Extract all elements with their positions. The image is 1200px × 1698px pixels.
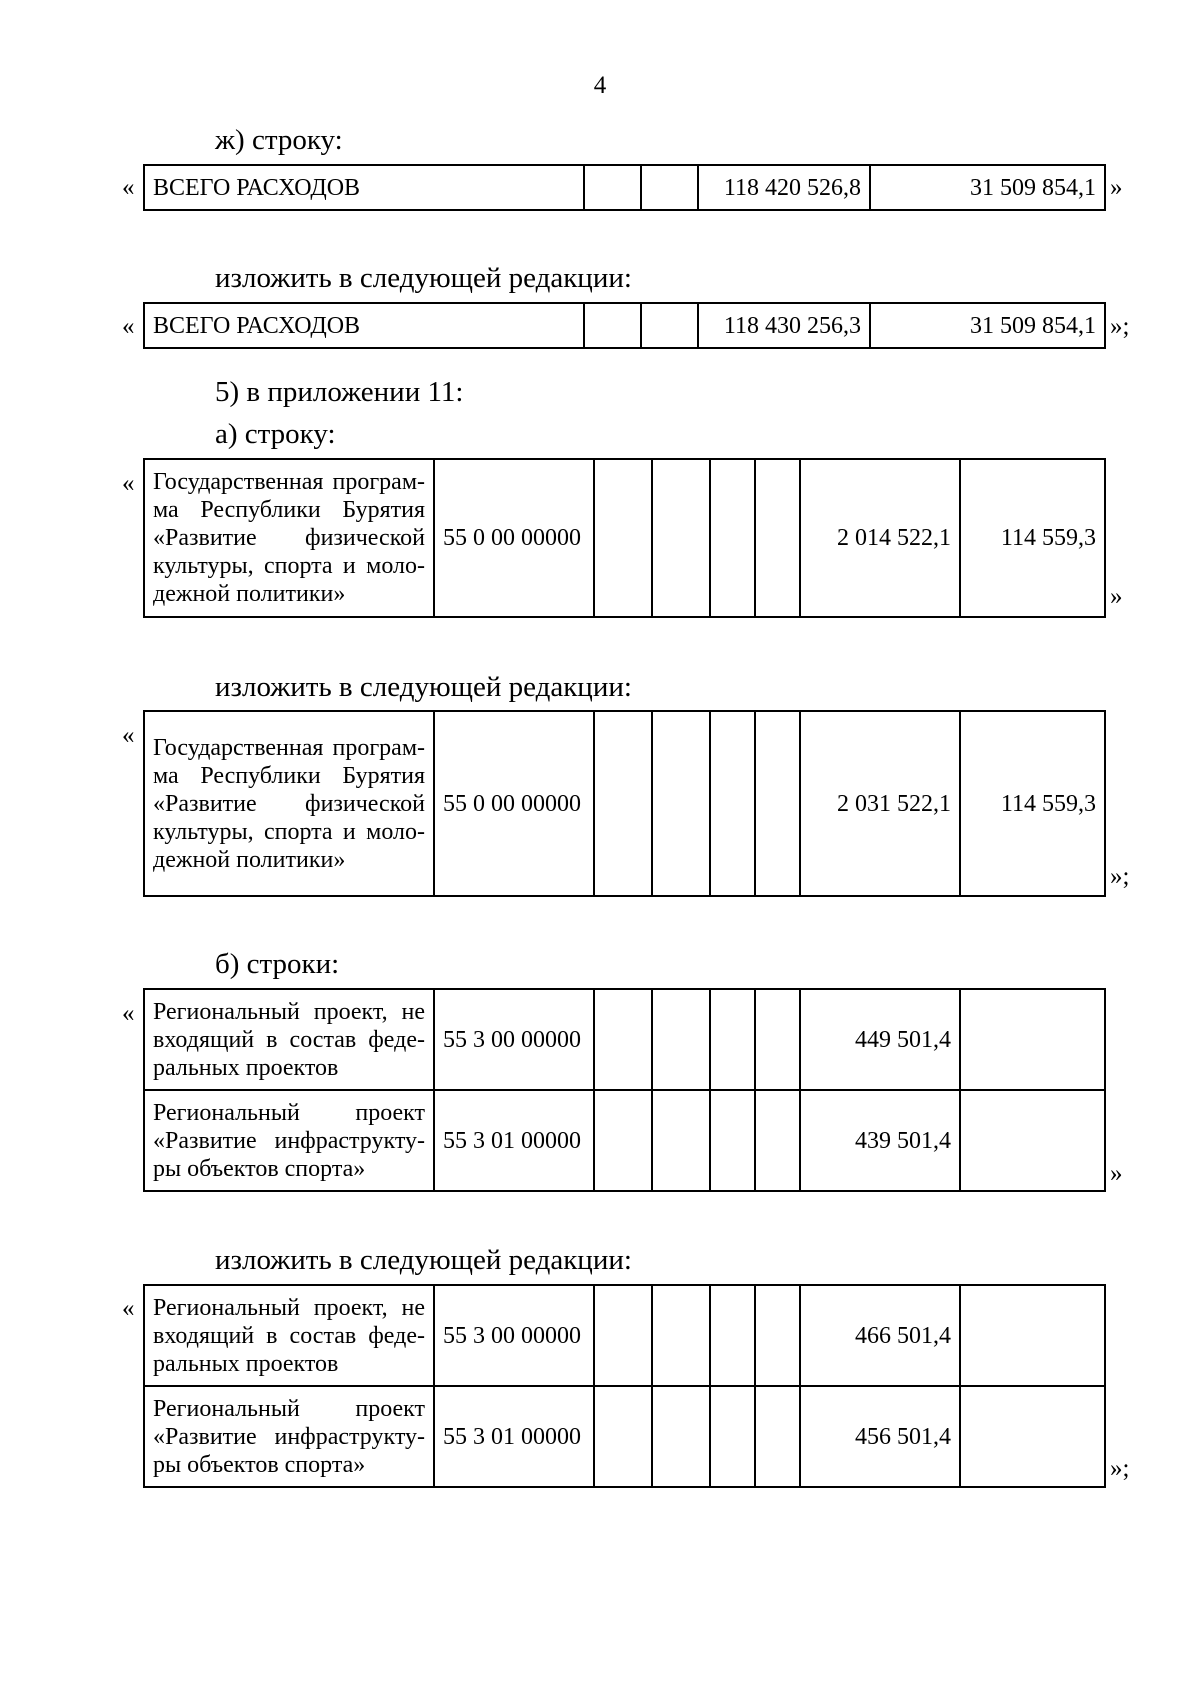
code-cell: 55 0 00 00000: [434, 711, 594, 896]
close-quote-semicolon: »;: [1110, 863, 1130, 890]
empty-cell: [710, 459, 755, 617]
empty-cell: [755, 459, 800, 617]
name-line: «Развитие инфраструкту-: [153, 1127, 425, 1154]
code-cell: 55 3 01 00000: [434, 1090, 594, 1191]
name-line: ма Республики Бурятия: [153, 762, 425, 789]
empty-cell: [960, 1090, 1105, 1191]
empty-cell: [641, 165, 698, 210]
empty-cell: [652, 1090, 710, 1191]
name-line: ральных проектов: [153, 1350, 339, 1377]
name-line: Региональный проект: [153, 1395, 425, 1422]
section-5b-new-label: изложить в следующей редакции:: [215, 1244, 632, 1276]
open-quote: «: [122, 174, 135, 201]
value-cell: 2 031 522,1: [800, 711, 960, 896]
empty-cell: [755, 1386, 800, 1487]
name-line: Государственная програм-: [153, 734, 425, 761]
row-name: [144, 1285, 434, 1386]
row-name: [144, 1090, 434, 1191]
value-cell: 114 559,3: [960, 711, 1105, 896]
name-line: ры объектов спорта»: [153, 1451, 366, 1478]
empty-cell: [641, 303, 698, 348]
row-name: [144, 459, 434, 617]
value-cell: 466 501,4: [800, 1285, 960, 1386]
open-quote: «: [122, 1295, 135, 1322]
name-line: дежной политики»: [153, 581, 346, 607]
table-5a-old: [143, 458, 1106, 618]
value-cell: 449 501,4: [800, 989, 960, 1090]
section-5b-label: б) строки:: [215, 948, 340, 980]
name-line: «Развитие физической: [153, 790, 425, 817]
name-line: культуры, спорта и моло-: [153, 818, 425, 845]
code-cell: 55 3 01 00000: [434, 1386, 594, 1487]
name-line: входящий в состав феде-: [153, 1322, 425, 1349]
value-cell: 456 501,4: [800, 1386, 960, 1487]
section-5a-label: а) строку:: [215, 418, 336, 450]
empty-cell: [652, 989, 710, 1090]
empty-cell: [594, 1090, 652, 1191]
table-zh-new: [143, 302, 1106, 349]
table-row: [144, 711, 1105, 896]
page-number: 4: [593, 72, 607, 99]
code-cell: 55 0 00 00000: [434, 459, 594, 617]
code-cell: 55 3 00 00000: [434, 1285, 594, 1386]
close-quote: »: [1110, 174, 1123, 201]
name-line: культуры, спорта и моло-: [153, 553, 425, 579]
empty-cell: [652, 459, 710, 617]
empty-cell: [594, 989, 652, 1090]
empty-cell: [594, 711, 652, 896]
table-5b-new: [143, 1284, 1106, 1488]
name-line: ры объектов спорта»: [153, 1155, 366, 1182]
row-name: ВСЕГО РАСХОДОВ: [144, 303, 584, 348]
name-line: Региональный проект, не: [153, 998, 425, 1025]
row-name: ВСЕГО РАСХОДОВ: [144, 165, 584, 210]
table-row: [144, 989, 1105, 1090]
empty-cell: [652, 711, 710, 896]
close-quote-semicolon: »;: [1110, 1455, 1130, 1482]
empty-cell: [584, 303, 641, 348]
name-line: Государственная програм-: [153, 469, 425, 495]
row-name: [144, 989, 434, 1090]
empty-cell: [960, 1386, 1105, 1487]
empty-cell: [652, 1386, 710, 1487]
table-row: [144, 165, 1105, 210]
name-line: «Развитие инфраструкту-: [153, 1423, 425, 1450]
section-5-label: 5) в приложении 11:: [215, 376, 464, 408]
section-zh-new-label: изложить в следующей редакции:: [215, 262, 632, 294]
value-cell: 31 509 854,1: [870, 165, 1105, 210]
value-cell: 114 559,3: [960, 459, 1105, 617]
table-5a-new: [143, 710, 1106, 897]
section-zh-label: ж) строку:: [215, 124, 343, 156]
empty-cell: [755, 1285, 800, 1386]
name-line: Региональный проект, не: [153, 1294, 425, 1321]
close-quote: »: [1110, 1160, 1123, 1187]
name-line: дежной политики»: [153, 846, 346, 873]
empty-cell: [594, 459, 652, 617]
empty-cell: [960, 1285, 1105, 1386]
value-cell: 439 501,4: [800, 1090, 960, 1191]
empty-cell: [710, 711, 755, 896]
empty-cell: [710, 1386, 755, 1487]
table-row: [144, 1285, 1105, 1386]
row-name: [144, 1386, 434, 1487]
name-line: Региональный проект: [153, 1099, 425, 1126]
table-row: [144, 303, 1105, 348]
empty-cell: [594, 1386, 652, 1487]
open-quote: «: [122, 313, 135, 340]
empty-cell: [710, 1090, 755, 1191]
empty-cell: [594, 1285, 652, 1386]
name-line: ральных проектов: [153, 1054, 339, 1081]
value-cell: 2 014 522,1: [800, 459, 960, 617]
empty-cell: [755, 1090, 800, 1191]
table-row: [144, 1386, 1105, 1487]
empty-cell: [652, 1285, 710, 1386]
open-quote: «: [122, 1000, 135, 1027]
empty-cell: [710, 989, 755, 1090]
value-cell: 118 420 526,8: [698, 165, 870, 210]
table-row: [144, 459, 1105, 617]
close-quote: »: [1110, 583, 1123, 610]
table-zh-old: [143, 164, 1106, 211]
table-row: [144, 1090, 1105, 1191]
empty-cell: [755, 989, 800, 1090]
section-5a-new-label: изложить в следующей редакции:: [215, 671, 632, 703]
name-line: ма Республики Бурятия: [153, 497, 425, 523]
row-name: [144, 711, 434, 896]
open-quote: «: [122, 470, 135, 497]
table-5b-old: [143, 988, 1106, 1192]
name-line: «Развитие физической: [153, 525, 425, 551]
open-quote: «: [122, 722, 135, 749]
name-line: входящий в состав феде-: [153, 1026, 425, 1053]
value-cell: 118 430 256,3: [698, 303, 870, 348]
empty-cell: [710, 1285, 755, 1386]
close-quote-semicolon: »;: [1110, 313, 1130, 340]
empty-cell: [755, 711, 800, 896]
value-cell: 31 509 854,1: [870, 303, 1105, 348]
empty-cell: [960, 989, 1105, 1090]
code-cell: 55 3 00 00000: [434, 989, 594, 1090]
empty-cell: [584, 165, 641, 210]
